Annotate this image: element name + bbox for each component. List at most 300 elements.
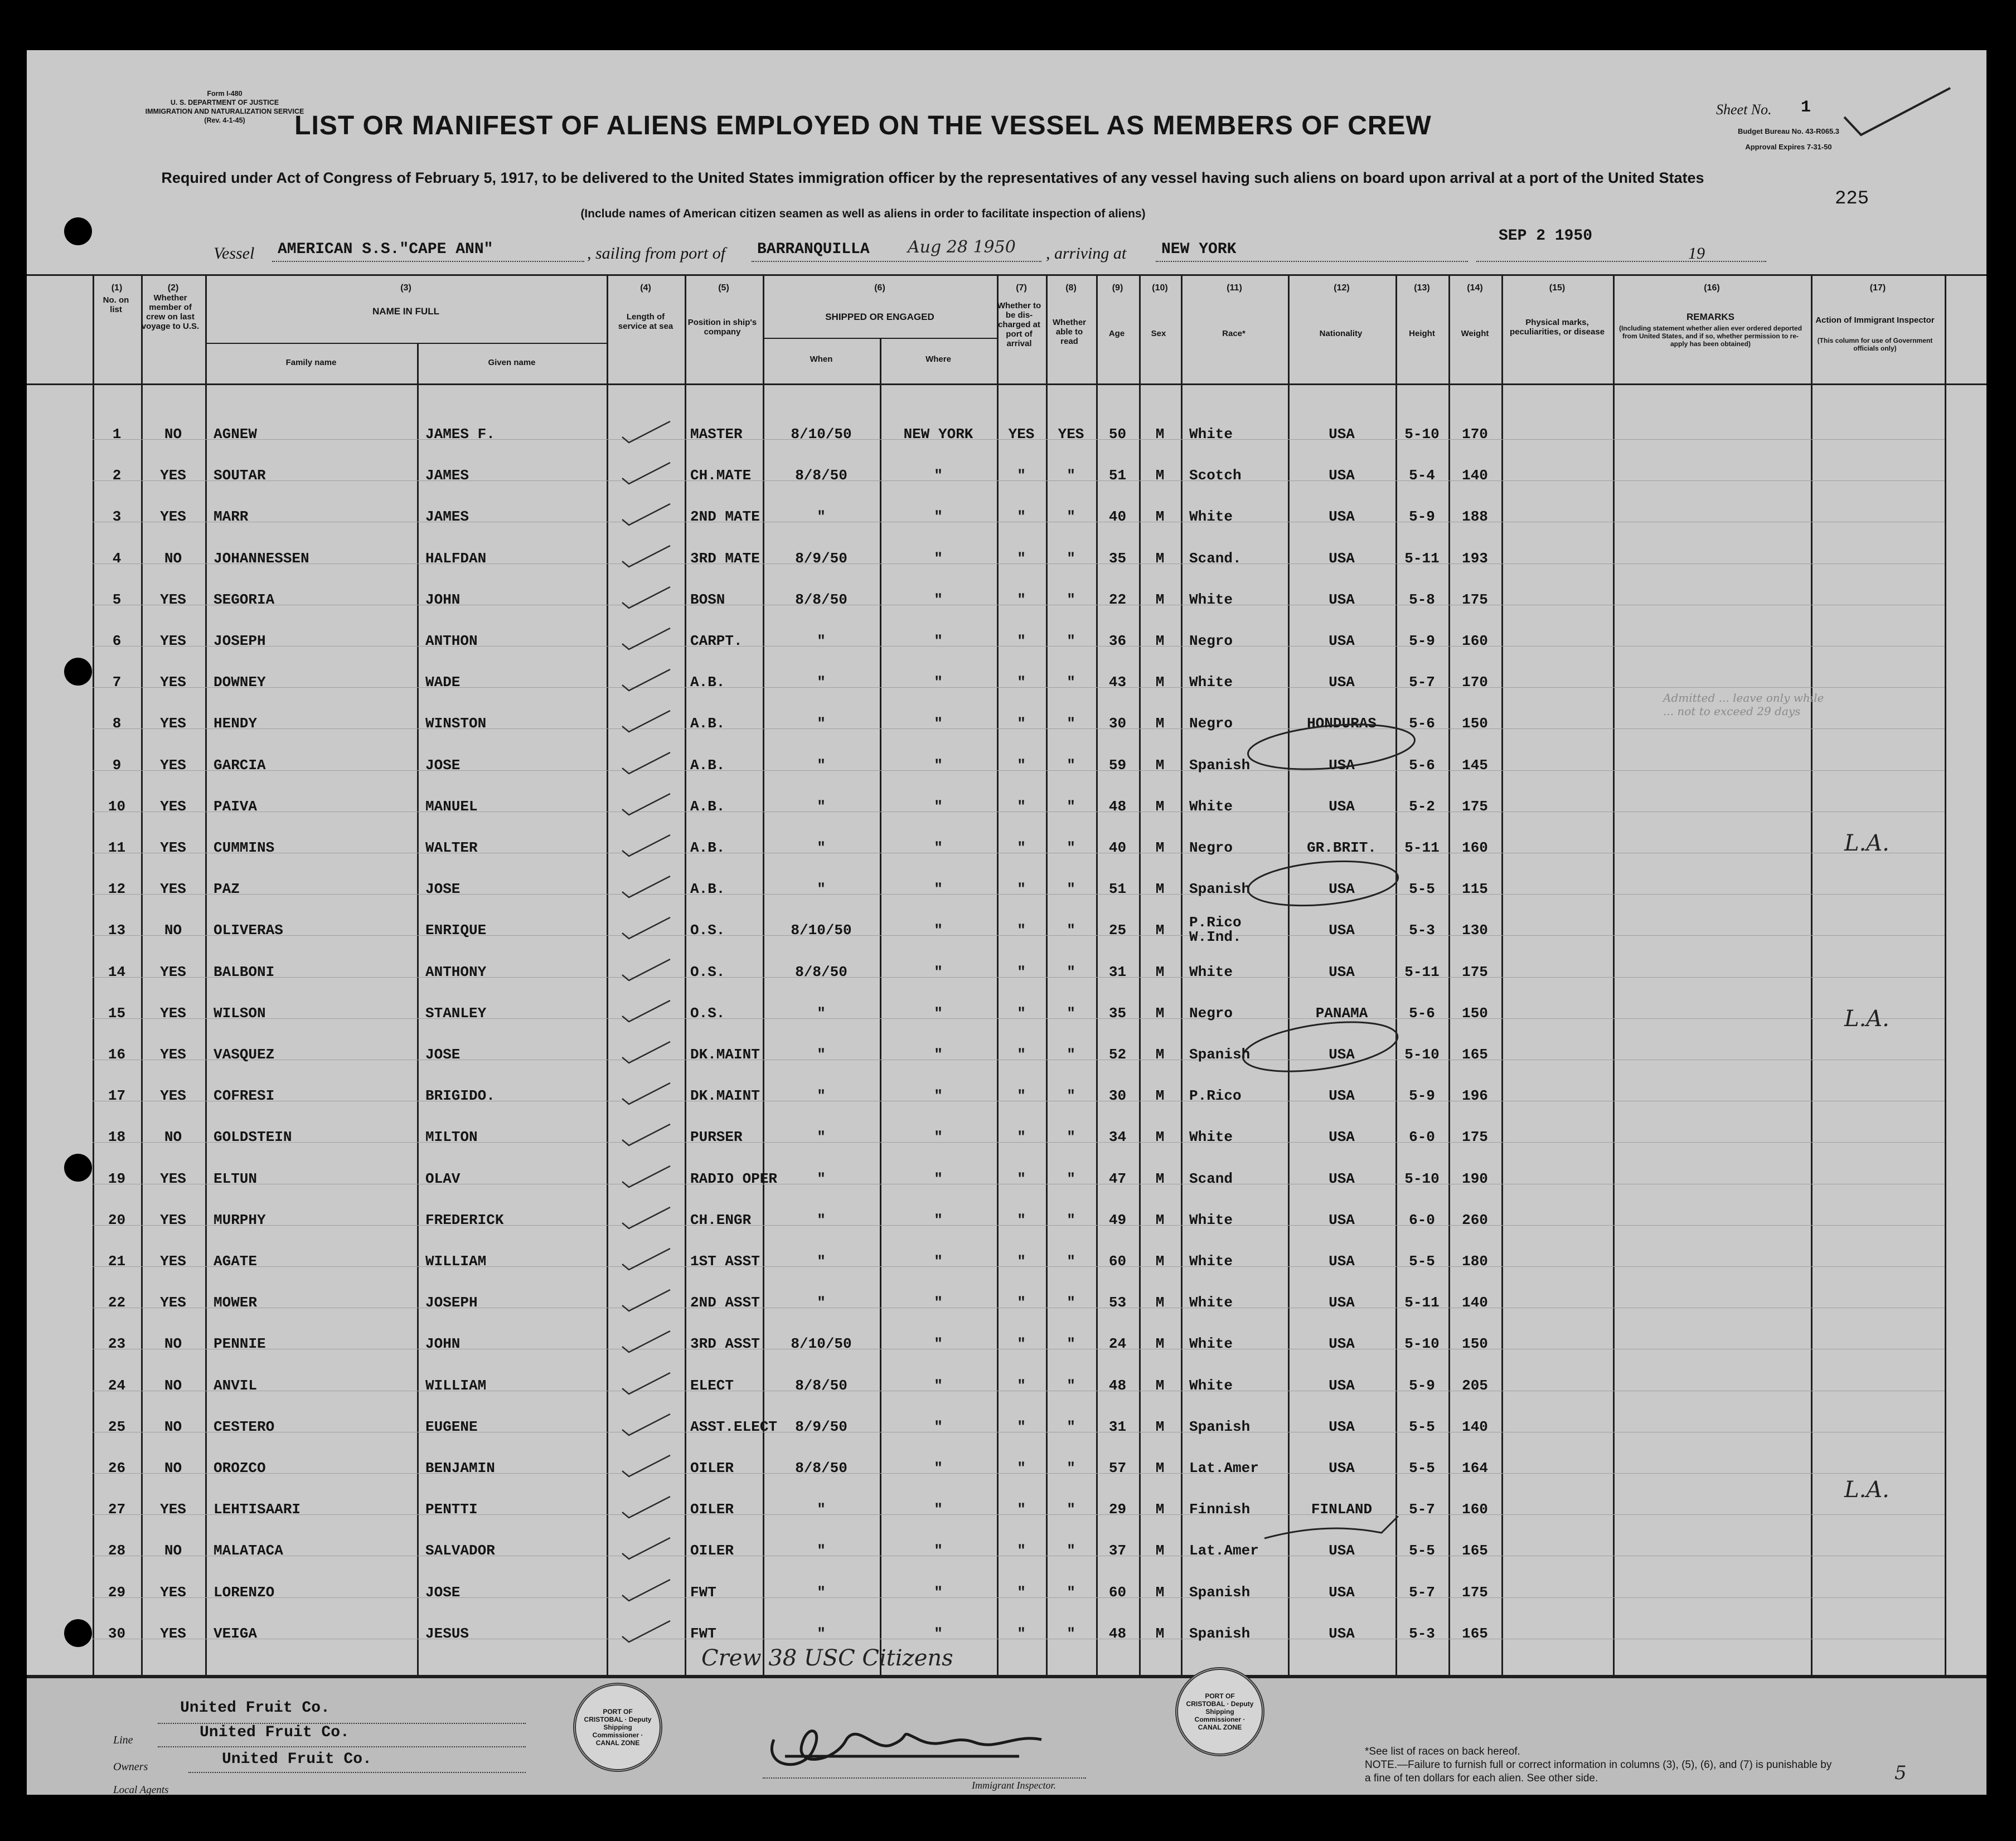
cell-when: " [817, 633, 826, 649]
cell-weight: 165 [1462, 1046, 1488, 1063]
cell-age: 60 [1108, 1583, 1127, 1601]
cell-when: 8/10/50 [791, 426, 852, 443]
cell-member: YES [160, 508, 186, 526]
cell-given: MANUEL [425, 798, 478, 815]
cell-given: WINSTON [425, 715, 487, 732]
cell-given: JESUS [425, 1625, 469, 1642]
cell-no: 23 [108, 1335, 126, 1353]
cell-where: " [934, 1129, 943, 1146]
cell-sex: M [1155, 1170, 1165, 1187]
header-nationality: Nationality [1319, 329, 1363, 338]
cell-where: " [934, 508, 943, 526]
race-note: *See list of races on back hereof. [1365, 1746, 1520, 1757]
cell-sex: M [1155, 839, 1165, 856]
cell-family: PENNIE [214, 1335, 266, 1353]
cell-given: SALVADOR [425, 1542, 495, 1560]
arrival-date: SEP 2 1950 [1499, 227, 1593, 245]
remark-row-8: Admitted ... leave only while ... not to exceed 29 days [1663, 691, 1824, 718]
cell-family: OROZCO [214, 1460, 266, 1476]
cell-position: A.B. [690, 881, 725, 898]
cell-when: " [817, 715, 826, 732]
cell-height: 5-6 [1409, 756, 1435, 774]
cell-no: 26 [108, 1460, 126, 1476]
cell-weight: 145 [1462, 756, 1488, 774]
cell-nat: PANAMA [1315, 1004, 1368, 1022]
page-mark: 5 [1894, 1762, 1907, 1784]
approval-expires: Approval Expires 7-31-50 [1745, 143, 1832, 151]
cell-height: 5-11 [1404, 1294, 1440, 1311]
cell-position: 2ND MATE [690, 508, 760, 526]
cell-height: 5-9 [1409, 633, 1435, 649]
cell-height: 5-10 [1404, 1170, 1440, 1187]
cell-height: 6-0 [1409, 1129, 1435, 1146]
cell-sex: M [1155, 1004, 1165, 1022]
cell-where: " [934, 798, 943, 815]
cell-member: YES [160, 1046, 186, 1063]
cell-where: " [934, 839, 943, 856]
form-revision: (Rev. 4-1-45) [204, 116, 245, 124]
cell-when: " [817, 508, 826, 526]
cell-read: " [1067, 1046, 1075, 1063]
cell-member: NO [164, 550, 182, 567]
cell-race: White [1189, 674, 1233, 691]
cell-weight: 175 [1462, 591, 1488, 608]
cell-where: " [934, 1335, 943, 1353]
port-seal-right [1175, 1667, 1264, 1756]
cell-age: 59 [1108, 756, 1127, 774]
cell-member: YES [160, 881, 186, 898]
cell-race: P.Rico [1189, 1087, 1242, 1105]
cell-no: 10 [108, 798, 126, 815]
cell-no: 11 [108, 839, 126, 856]
cell-position: 1ST ASST [690, 1253, 760, 1270]
cell-race: Spanish [1189, 756, 1251, 774]
cell-family: PAZ [214, 881, 240, 898]
circle-mark-row-11 [1242, 858, 1404, 909]
binder-hole [64, 217, 92, 245]
cell-family: JOHANNESSEN [214, 550, 309, 567]
cell-weight: 164 [1462, 1460, 1488, 1476]
cell-read: " [1067, 1625, 1075, 1642]
cell-when: " [817, 1129, 826, 1146]
cell-member: YES [160, 1294, 186, 1311]
cell-disch: " [1017, 1129, 1026, 1146]
column-number: (16) [1704, 283, 1720, 293]
cell-weight: 160 [1462, 839, 1488, 856]
checkmark-icon [617, 1286, 678, 1314]
cell-height: 5-6 [1409, 1004, 1435, 1022]
cell-height: 5-5 [1409, 1460, 1435, 1476]
owners-label: Owners [113, 1761, 148, 1773]
cell-sex: M [1155, 467, 1165, 484]
cell-when: " [817, 1501, 826, 1518]
cell-where: " [934, 1087, 943, 1105]
cell-member: NO [164, 426, 182, 443]
cell-when: 8/8/50 [795, 467, 847, 484]
cell-family: GARCIA [214, 756, 266, 774]
vessel-line [272, 261, 584, 262]
cell-where: " [934, 633, 943, 649]
header-age: Age [1108, 329, 1125, 338]
cell-sex: M [1155, 1253, 1165, 1270]
cell-race: Spanish [1189, 1583, 1251, 1601]
cell-given: JOSE [425, 756, 461, 774]
circle-mark-row-15 [1237, 1020, 1404, 1076]
cell-given: JAMES F. [425, 426, 495, 443]
cell-disch: YES [1008, 426, 1035, 443]
cell-race: Negro [1189, 839, 1233, 856]
cell-nat: USA [1329, 1046, 1355, 1063]
cell-weight: 160 [1462, 1501, 1488, 1518]
checkmark-icon [617, 1411, 678, 1439]
cell-sex: M [1155, 1583, 1165, 1601]
cell-height: 5-11 [1404, 963, 1440, 980]
cell-member: NO [164, 1418, 182, 1435]
cell-given: JOHN [425, 1335, 461, 1353]
cell-position: O.S. [690, 922, 725, 939]
cell-member: YES [160, 591, 186, 608]
cell-height: 5-2 [1409, 798, 1435, 815]
cell-family: HENDY [214, 715, 258, 732]
cell-nat: USA [1329, 1294, 1355, 1311]
header-member: Whether member of crew on last voyage to U.S. [141, 293, 200, 331]
cell-no: 8 [112, 715, 122, 732]
cell-sex: M [1155, 1294, 1165, 1311]
cell-where: " [934, 1418, 943, 1435]
cell-no: 18 [108, 1129, 126, 1146]
cell-height: 5-5 [1409, 1542, 1435, 1560]
cell-no: 5 [112, 591, 122, 608]
cell-nat: USA [1329, 1460, 1355, 1476]
sailing-label: , sailing from port of [587, 244, 726, 263]
cell-disch: " [1017, 756, 1026, 774]
header-where: Where [925, 354, 951, 364]
header-discharged: Whether to be dis-charged at port of arrival [997, 301, 1041, 348]
include-note: (Include names of American citizen seamen as well as aliens in order to facilitate inspection of aliens) [580, 207, 1146, 220]
cell-member: NO [164, 1377, 182, 1394]
sailing-line [752, 261, 1041, 262]
cell-sex: M [1155, 591, 1165, 608]
cell-member: YES [160, 1583, 186, 1601]
column-number: (3) [400, 283, 411, 293]
crew-note-handwritten: Crew 38 USC Citizens [701, 1645, 953, 1671]
cell-nat: USA [1329, 1625, 1355, 1642]
cell-read: " [1067, 756, 1075, 774]
cell-position: OILER [690, 1501, 734, 1518]
cell-weight: 150 [1462, 1335, 1488, 1353]
service-name: IMMIGRATION AND NATURALIZATION SERVICE [145, 108, 304, 115]
checkmark-icon [617, 501, 678, 528]
cell-weight: 140 [1462, 1418, 1488, 1435]
cell-member: YES [160, 1004, 186, 1022]
cell-read: " [1067, 1170, 1075, 1187]
cell-member: YES [160, 467, 186, 484]
arriving-port: NEW YORK [1161, 241, 1237, 258]
cell-disch: " [1017, 839, 1026, 856]
cell-weight: 180 [1462, 1253, 1488, 1270]
cell-member: YES [160, 674, 186, 691]
cell-nat: USA [1329, 963, 1355, 980]
cell-where: " [934, 591, 943, 608]
cell-given: EUGENE [425, 1418, 478, 1435]
checkmark-icon [617, 832, 678, 859]
cell-height: 5-11 [1404, 550, 1440, 567]
cell-read: " [1067, 881, 1075, 898]
cell-member: YES [160, 1170, 186, 1187]
header-name: NAME IN FULL [372, 306, 439, 317]
cell-sex: M [1155, 756, 1165, 774]
cell-family: MOWER [214, 1294, 258, 1311]
cell-read: " [1067, 1087, 1075, 1105]
cell-position: ASST.ELECT [690, 1418, 778, 1435]
cell-member: NO [164, 1335, 182, 1353]
cell-nat: USA [1329, 508, 1355, 526]
cell-age: 35 [1108, 550, 1127, 567]
cell-read: " [1067, 1335, 1075, 1353]
cell-disch: " [1017, 1294, 1026, 1311]
cell-member: YES [160, 756, 186, 774]
cell-race: Spanish [1189, 881, 1251, 898]
cell-height: 5-7 [1409, 674, 1435, 691]
cell-weight: 193 [1462, 550, 1488, 567]
cell-read: " [1067, 1501, 1075, 1518]
cell-where: " [934, 963, 943, 980]
cell-where: " [934, 756, 943, 774]
cell-height: 5-9 [1409, 508, 1435, 526]
cell-no: 14 [108, 963, 126, 980]
cell-family: AGNEW [214, 426, 258, 443]
cell-age: 43 [1108, 674, 1127, 691]
cell-weight: 165 [1462, 1542, 1488, 1560]
cell-where: " [934, 467, 943, 484]
binder-hole [64, 1619, 92, 1647]
cell-sex: M [1155, 1460, 1165, 1476]
cell-position: A.B. [690, 798, 725, 815]
cell-weight: 150 [1462, 715, 1488, 732]
cell-nat: FINLAND [1311, 1501, 1373, 1518]
cell-where: " [934, 1046, 943, 1063]
cell-weight: 260 [1462, 1211, 1488, 1228]
cell-weight: 140 [1462, 467, 1488, 484]
cell-race: Spanish [1189, 1625, 1251, 1642]
cell-member: YES [160, 715, 186, 732]
checkmark-icon [617, 418, 678, 446]
cell-height: 5-3 [1409, 1625, 1435, 1642]
cell-position: O.S. [690, 1004, 725, 1022]
cell-read: " [1067, 633, 1075, 649]
checkmark-icon [617, 790, 678, 818]
cell-nat: USA [1329, 426, 1355, 443]
cell-when: " [817, 674, 826, 691]
checkmark-icon [617, 1452, 678, 1480]
cell-race: White [1189, 963, 1233, 980]
cell-position: A.B. [690, 756, 725, 774]
cell-when: " [817, 1046, 826, 1063]
cell-disch: " [1017, 1087, 1026, 1105]
column-number: (17) [1869, 283, 1886, 293]
cell-family: VASQUEZ [214, 1046, 275, 1063]
column-number: (15) [1549, 283, 1566, 293]
cell-nat: USA [1329, 633, 1355, 649]
seal-text-right: PORT OF CRISTOBAL · Deputy Shipping Commissioner · CANAL ZONE [1186, 1692, 1254, 1731]
line-label: Line [113, 1734, 133, 1746]
cell-weight: 175 [1462, 1583, 1488, 1601]
cell-where: " [934, 1583, 943, 1601]
cell-when: " [817, 1625, 826, 1642]
cell-where: " [934, 1294, 943, 1311]
cell-when: " [817, 1087, 826, 1105]
cell-disch: " [1017, 674, 1026, 691]
cell-height: 5-5 [1409, 881, 1435, 898]
cell-disch: " [1017, 467, 1026, 484]
cell-position: FWT [690, 1583, 716, 1601]
cell-read: " [1067, 715, 1075, 732]
inspector-label: Immigrant Inspector. [972, 1780, 1056, 1791]
header-height: Height [1409, 329, 1435, 338]
column-number: (14) [1467, 283, 1483, 293]
column-number: (13) [1414, 283, 1430, 293]
cell-family: DOWNEY [214, 674, 266, 691]
cell-nat: USA [1329, 674, 1355, 691]
manifest-sheet [27, 50, 1986, 1795]
sheet-number-value: 1 [1801, 98, 1811, 117]
cell-age: 40 [1108, 839, 1127, 856]
cell-height: 5-10 [1404, 426, 1440, 443]
cell-disch: " [1017, 508, 1026, 526]
cell-height: 5-3 [1409, 922, 1435, 939]
cell-given: WADE [425, 674, 461, 691]
header-read: Whether able to read [1053, 318, 1086, 346]
cell-disch: " [1017, 922, 1026, 939]
cell-disch: " [1017, 1377, 1026, 1394]
form-number: Form I-480 [207, 90, 243, 98]
cell-given: JOSE [425, 1583, 461, 1601]
checkmark-icon [617, 584, 678, 611]
cell-position: DK.MAINT [690, 1087, 760, 1105]
cell-family: PAIVA [214, 798, 258, 815]
cell-when: 8/8/50 [795, 1377, 847, 1394]
cell-nat: USA [1329, 1418, 1355, 1435]
cell-position: FWT [690, 1625, 716, 1642]
cell-weight: 150 [1462, 1004, 1488, 1022]
cell-read: " [1067, 1004, 1075, 1022]
cell-when: 8/8/50 [795, 591, 847, 608]
cell-race: White [1189, 1294, 1233, 1311]
cell-family: MARR [214, 508, 249, 526]
checkmark-icon [617, 1534, 678, 1562]
cell-given: JOHN [425, 591, 461, 608]
cell-family: ANVIL [214, 1377, 258, 1394]
cell-nat: USA [1329, 881, 1355, 898]
cell-read: " [1067, 1583, 1075, 1601]
cell-member: NO [164, 922, 182, 939]
cell-age: 47 [1108, 1170, 1127, 1187]
cell-nat: USA [1329, 467, 1355, 484]
cell-disch: " [1017, 1583, 1026, 1601]
cell-no: 3 [112, 508, 122, 526]
cell-age: 31 [1108, 963, 1127, 980]
cell-no: 21 [108, 1253, 126, 1270]
cell-disch: " [1017, 1625, 1026, 1642]
line-value: United Fruit Co. [180, 1699, 330, 1717]
cell-position: RADIO OPER [690, 1170, 778, 1187]
cell-no: 29 [108, 1583, 126, 1601]
cell-position: OILER [690, 1460, 734, 1476]
cell-nat: USA [1329, 756, 1355, 774]
cell-nat: HONDURAS [1307, 715, 1377, 732]
owners-value: United Fruit Co. [200, 1724, 350, 1741]
cell-height: 5-9 [1409, 1377, 1435, 1394]
cell-sex: M [1155, 1542, 1165, 1560]
cell-weight: 175 [1462, 798, 1488, 815]
budget-bureau: Budget Bureau No. 43-R065.3 [1737, 127, 1840, 135]
cell-disch: " [1017, 591, 1026, 608]
checkmark-icon [617, 459, 678, 487]
column-number: (10) [1152, 283, 1168, 293]
cell-weight: 188 [1462, 508, 1488, 526]
cell-sex: M [1155, 963, 1165, 980]
cell-nat: USA [1329, 1129, 1355, 1146]
arriving-label: , arriving at [1046, 244, 1127, 263]
cell-no: 30 [108, 1625, 126, 1642]
cell-no: 20 [108, 1211, 126, 1228]
cell-nat: USA [1329, 1377, 1355, 1394]
cell-where: " [934, 922, 943, 939]
header-when: When [810, 354, 833, 364]
cell-read: " [1067, 922, 1075, 939]
column-divider [1613, 274, 1615, 1675]
cell-family: LORENZO [214, 1583, 275, 1601]
cell-height: 5-9 [1409, 1087, 1435, 1105]
circle-mark-row-8 [1242, 722, 1421, 772]
checkmark-icon [617, 1121, 678, 1149]
cell-when: " [817, 1211, 826, 1228]
cell-race: White [1189, 1377, 1233, 1394]
cell-when: 8/9/50 [795, 1418, 847, 1435]
cell-no: 4 [112, 550, 122, 567]
checkmark-icon [617, 1080, 678, 1107]
cell-given: BRIGIDO. [425, 1087, 495, 1105]
cell-given: ENRIQUE [425, 922, 487, 939]
checkmark-icon [617, 1576, 678, 1604]
binder-hole [64, 1154, 92, 1182]
cell-age: 48 [1108, 1625, 1127, 1642]
agents-label: Local Agents [113, 1784, 169, 1795]
cell-family: CUMMINS [214, 839, 275, 856]
cell-when: " [817, 881, 826, 898]
cell-when: " [817, 1542, 826, 1560]
cell-nat: USA [1329, 550, 1355, 567]
cell-read: " [1067, 508, 1075, 526]
checkmark-icon [617, 1245, 678, 1273]
cell-race: Finnish [1189, 1501, 1251, 1518]
budget-info [1716, 124, 1861, 155]
cell-when: " [817, 1583, 826, 1601]
cell-where: " [934, 1211, 943, 1228]
cell-given: PENTTI [425, 1501, 478, 1518]
cell-height: 5-4 [1409, 467, 1435, 484]
cell-member: YES [160, 1253, 186, 1270]
cell-no: 9 [112, 756, 122, 774]
column-number: (7) [1016, 283, 1027, 293]
column-divider [685, 274, 686, 1675]
cell-age: 24 [1108, 1335, 1127, 1353]
cell-read: " [1067, 1294, 1075, 1311]
cell-position: OILER [690, 1542, 734, 1560]
header-race: Race* [1222, 329, 1246, 338]
cell-height: 5-5 [1409, 1253, 1435, 1270]
cell-where: " [934, 674, 943, 691]
